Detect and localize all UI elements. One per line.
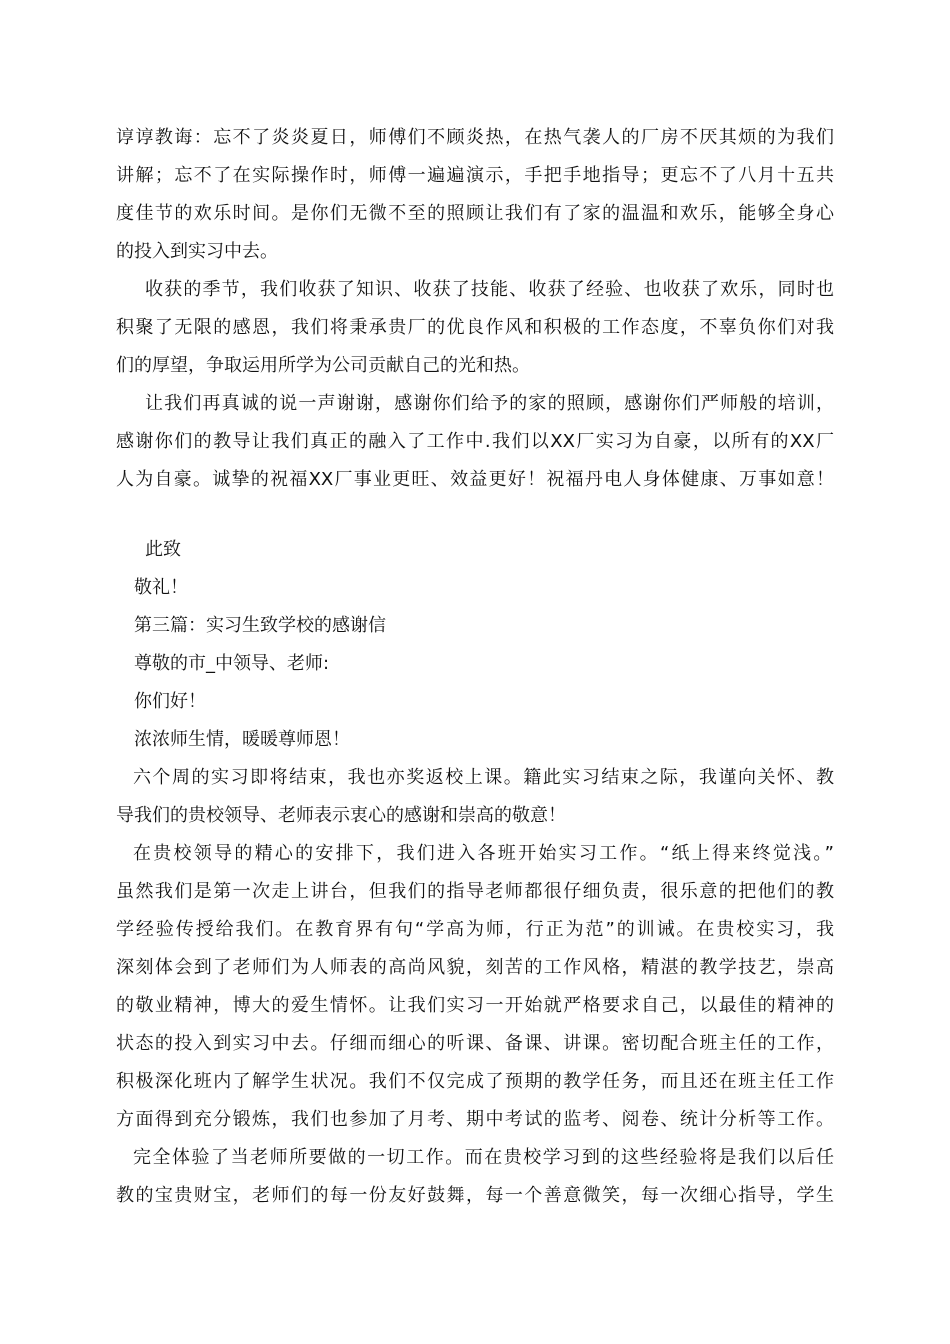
paragraph-first-line: 完全体验了当老师所要做的一切工作。而在贵校学习到的这些经验将是我们以后任 <box>133 1147 834 1168</box>
paragraph-first-line: 六个周的实习即将结束，我也亦奖返校上课。籍此实习结束之际，我谨向关怀、教 <box>133 767 834 788</box>
section-title: 第三篇：实习生致学校的感谢信 <box>134 615 386 636</box>
text-line: 的投入到实习中去。 <box>116 241 278 262</box>
text-line: 学经验传授给我们。在教育界有句“学高为师，行正为范”的训诫。在贵校实习，我 <box>116 919 834 940</box>
text-line: 状态的投入到实习中去。仔细而细心的听课、备课、讲课。密切配合班主任的工作， <box>116 1033 834 1054</box>
text-line: 浓浓师生情，暖暖尊师恩！ <box>134 729 350 750</box>
paragraph-first-line: 让我们再真诚的说一声谢谢，感谢你们给予的家的照顾，感谢你们严师般的培训， <box>145 393 834 414</box>
text-line: 方面得到充分锻炼，我们也参加了月考、期中考试的监考、阅卷、统计分析等工作。 <box>116 1109 834 1130</box>
text-line: 导我们的贵校领导、老师表示衷心的感谢和崇高的敬意！ <box>116 805 566 826</box>
closing-salute: 敬礼！ <box>134 577 188 598</box>
text-line: 教的宝贵财宝，老师们的每一份友好鼓舞，每一个善意微笑，每一次细心指导，学生 <box>116 1185 834 1206</box>
text-line: 的敬业精神，博大的爱生情怀。让我们实习一开始就严格要求自己，以最佳的精神的 <box>116 995 834 1016</box>
text-line: 积聚了无限的感恩，我们将秉承贵厂的优良作风和积极的工作态度，不辜负你们对我 <box>116 317 834 338</box>
paragraph-first-line: 在贵校领导的精心的安排下，我们进入各班开始实习工作。“纸上得来终觉浅。” <box>133 843 834 864</box>
salutation: 尊敬的市_中领导、老师: <box>134 653 330 674</box>
text-line: 讲解；忘不了在实际操作时，师傅一遍遍演示，手把手地指导；更忘不了八月十五共 <box>116 165 834 186</box>
greeting: 你们好！ <box>134 691 206 712</box>
text-line: 虽然我们是第一次走上讲台，但我们的指导老师都很仔细负责，很乐意的把他们的教 <box>116 881 834 902</box>
text-line: 人为自豪。诚挚的祝福XX厂事业更旺、效益更好！祝福丹电人身体健康、万事如意！ <box>116 469 834 490</box>
text-line: 感谢你们的教导让我们真正的融入了工作中.我们以XX厂实习为自豪，以所有的XX厂 <box>116 431 834 452</box>
closing-phrase: 此致 <box>145 539 181 560</box>
text-line: 谆谆教诲：忘不了炎炎夏日，师傅们不顾炎热，在热气袭人的厂房不厌其烦的为我们 <box>116 127 834 148</box>
text-line: 深刻体会到了老师们为人师表的高尚风貌，刻苦的工作风格，精湛的教学技艺，崇高 <box>116 957 834 978</box>
paragraph-first-line: 收获的季节，我们收获了知识、收获了技能、收获了经验、也收获了欢乐，同时也 <box>145 279 834 300</box>
text-line: 们的厚望，争取运用所学为公司贡献自己的光和热。 <box>116 355 530 376</box>
text-line: 度佳节的欢乐时间。是你们无微不至的照顾让我们有了家的温温和欢乐，能够全身心 <box>116 203 834 224</box>
text-line: 积极深化班内了解学生状况。我们不仅完成了预期的教学任务，而且还在班主任工作 <box>116 1071 834 1092</box>
